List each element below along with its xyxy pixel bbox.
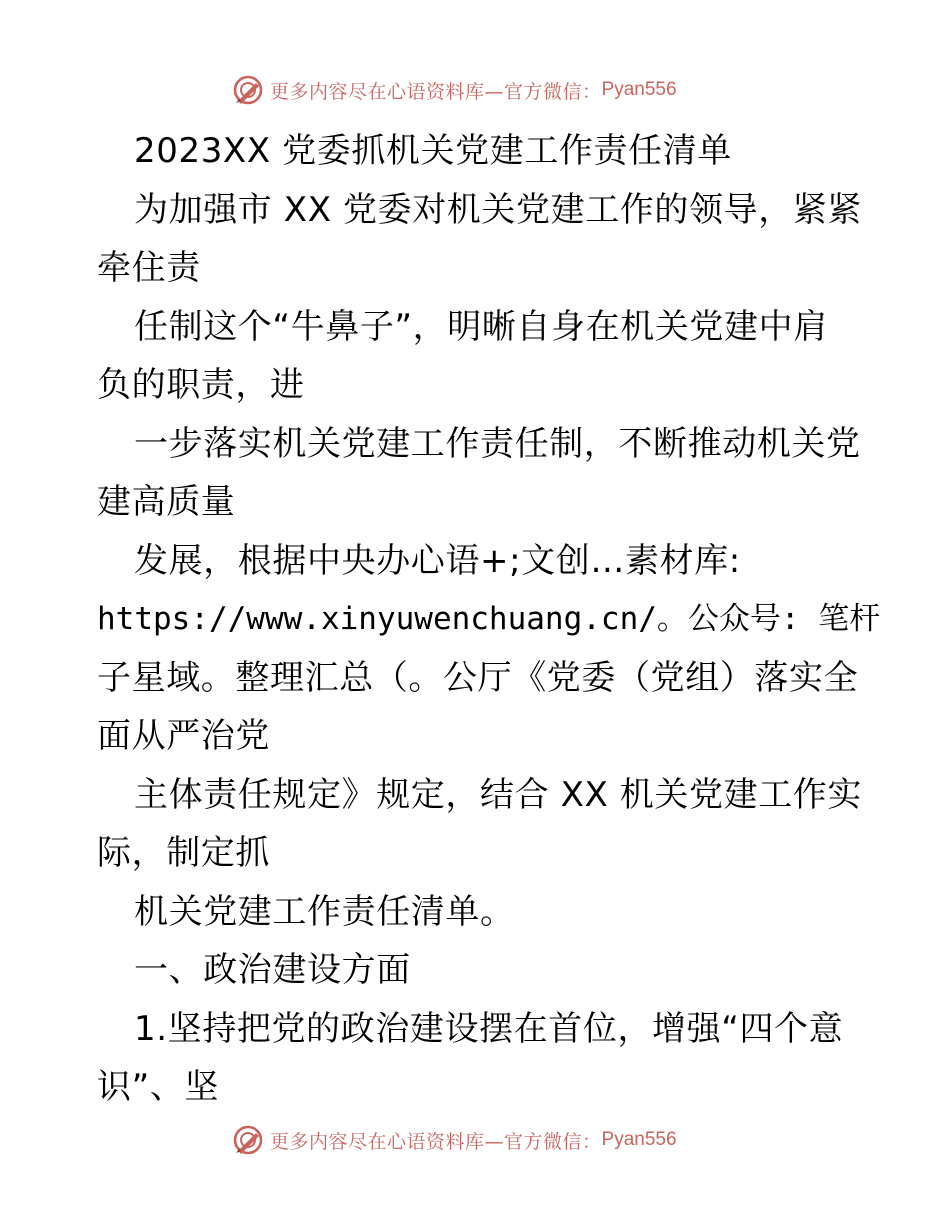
text-line: 主体责任规定》规定，结合 XX 机关党建工作实 [134, 774, 862, 815]
text-line: 机关党建工作责任清单。 [134, 891, 515, 932]
watermark-footer [232, 1120, 677, 1160]
section-heading: 一、政治建设方面 [134, 950, 411, 990]
text-line: 负的职责，进 [97, 365, 305, 405]
text-line: 一步落实机关党建工作责任制，不断推动机关党 [134, 423, 861, 464]
watermark-text: 更多内容尽在心语资料库—官方微信： [270, 1130, 602, 1153]
text-line: 子星域。整理汇总（。公厅《党委（党组）落实全 [97, 657, 859, 698]
text-line: 1.坚持把党的政治建设摆在首位，增强“四个意 [134, 1008, 844, 1049]
text-line: 任制这个“牛鼻子”，明晰自身在机关党建中肩 [134, 306, 828, 347]
pen-logo-icon [232, 1124, 264, 1156]
text-line: 识”、坚 [97, 1067, 220, 1107]
text-line: 牵住责 [97, 248, 201, 288]
pen-logo-icon [232, 74, 264, 106]
watermark-handle: Pyan556 [601, 1129, 677, 1150]
text-line: 发展，根据中央办心语+;文创…素材库: [134, 540, 741, 581]
document-body [97, 122, 881, 1117]
watermark-handle: Pyan556 [601, 79, 677, 100]
text-line: 为加强市 XX 党委对机关党建工作的领导，紧紧 [134, 189, 862, 230]
document-title: 2023XX 党委抓机关党建工作责任清单 [134, 131, 732, 171]
watermark-text: 更多内容尽在心语资料库—官方微信： [270, 80, 602, 103]
watermark-header [232, 70, 677, 110]
text-line: 际，制定抓 [97, 833, 270, 873]
url-line: https://www.xinyuwenchuang.cn/。公众号: 笔杆 [97, 601, 881, 637]
text-line: 面从严治党 [97, 716, 270, 756]
text-line: 建高质量 [97, 482, 236, 522]
